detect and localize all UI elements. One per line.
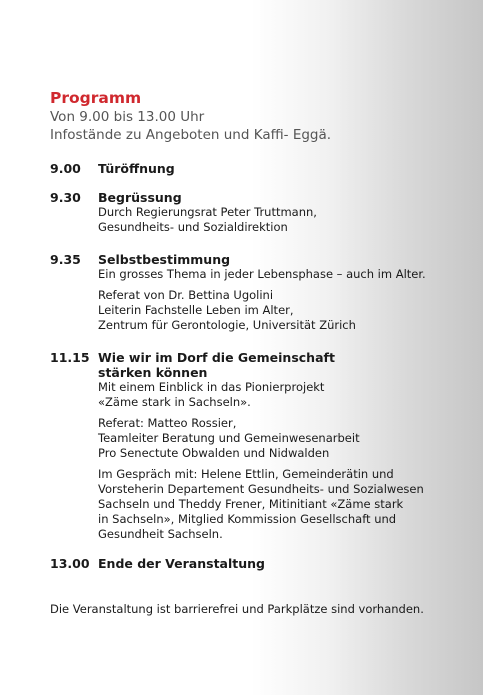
schedule-time: 9.30	[50, 190, 81, 205]
schedule-heading: Wie wir im Dorf die Gemeinschaft stärken können	[98, 350, 335, 380]
schedule-paragraph	[98, 380, 470, 410]
schedule-paragraph	[98, 416, 470, 461]
schedule-paragraph	[98, 467, 470, 542]
schedule-text-line: Mit einem Einblick in das Pionierprojekt	[98, 380, 325, 394]
schedule-content	[98, 252, 470, 333]
accessibility-note: Die Veranstaltung ist barrierefrei und Parkplätze sind vorhanden.	[50, 602, 424, 616]
schedule-text-line: Im Gespräch mit: Helene Ettlin, Gemeinderätin und	[98, 467, 394, 481]
schedule-text-line: Referat von Dr. Bettina Ugolini	[98, 288, 274, 302]
schedule-text-line: Sachseln und Theddy Frener, Mitinitiant «Zäme stark	[98, 497, 404, 511]
schedule-time: 11.15	[50, 350, 90, 365]
schedule-content	[98, 190, 470, 235]
schedule-content	[98, 350, 470, 542]
schedule-text-line: Gesundheits- und Sozialdirektion	[98, 220, 288, 234]
schedule-text-line: Referat: Matteo Rossier,	[98, 416, 237, 430]
schedule-item	[50, 556, 470, 571]
schedule-text-line: Pro Senectute Obwalden und Nidwalden	[98, 446, 330, 460]
schedule-item	[50, 161, 470, 176]
schedule-time: 9.00	[50, 161, 81, 176]
program-title: Programm	[50, 89, 142, 107]
info-stands-note: Infostände zu Angeboten und Kaffi- Eggä.	[50, 127, 332, 143]
schedule-time: 9.35	[50, 252, 81, 267]
schedule-paragraph	[98, 267, 470, 282]
schedule-paragraph	[98, 288, 470, 333]
schedule-heading: Begrüssung	[98, 190, 182, 205]
schedule-content	[98, 161, 470, 176]
schedule-text-line: Ein grosses Thema in jeder Lebensphase – auch im Alter.	[98, 267, 426, 281]
schedule-heading: Türöffnung	[98, 161, 175, 176]
schedule-text-line: Leiterin Fachstelle Leben im Alter,	[98, 303, 294, 317]
program-sheet	[50, 89, 470, 571]
schedule-item	[50, 252, 470, 333]
schedule-heading: Selbstbestimmung	[98, 252, 231, 267]
schedule-item	[50, 190, 470, 235]
schedule-item	[50, 350, 470, 542]
schedule-text-line: Zentrum für Gerontologie, Universität Zürich	[98, 318, 356, 332]
schedule-text-line: «Zäme stark in Sachseln».	[98, 395, 251, 409]
schedule-time: 13.00	[50, 556, 90, 571]
schedule-paragraph	[98, 205, 470, 235]
schedule-text-line: Vorsteherin Departement Gesundheits- und Sozialwesen	[98, 482, 424, 496]
schedule-content	[98, 556, 470, 571]
schedule-text-line: Teamleiter Beratung und Gemeinwesenarbeit	[98, 431, 360, 445]
schedule-heading: Ende der Veranstaltung	[98, 556, 265, 571]
schedule-list	[50, 161, 470, 571]
schedule-text-line: in Sachseln», Mitglied Kommission Gesellschaft und	[98, 512, 397, 526]
schedule-text-line: Gesundheit Sachseln.	[98, 527, 223, 541]
time-range: Von 9.00 bis 13.00 Uhr	[50, 109, 205, 125]
schedule-text-line: Durch Regierungsrat Peter Truttmann,	[98, 205, 317, 219]
